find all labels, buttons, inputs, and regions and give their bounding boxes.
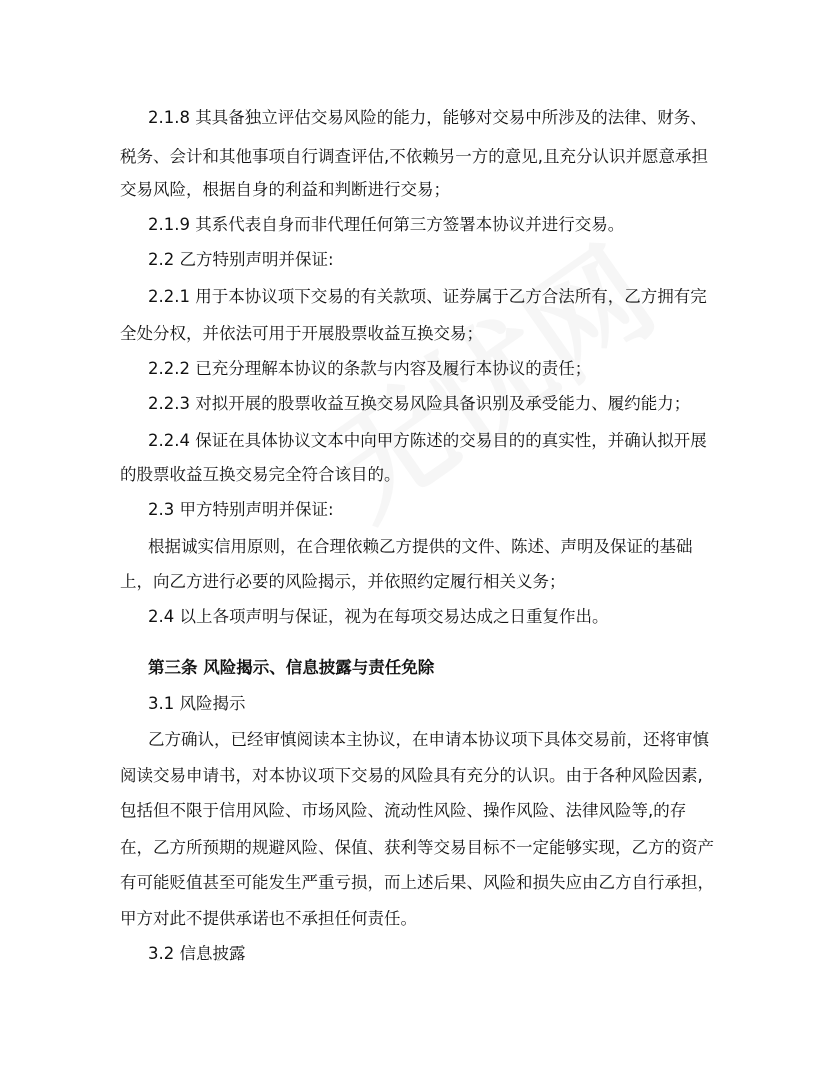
clause-2-2-2: 2.2.2 已充分理解本协议的条款与内容及履行本协议的责任； bbox=[148, 359, 592, 378]
clause-2-3-body-line-1: 根据诚实信用原则，在合理依赖乙方提供的文件、陈述、声明及保证的基础 bbox=[148, 537, 693, 556]
clause-3-1-body-line-2: 阅读交易申请书，对本协议项下交易的风险具有充分的认识。由于各种风险因素, bbox=[120, 766, 703, 785]
clause-3-1-heading: 3.1 风险揭示 bbox=[148, 694, 246, 713]
article-3-heading: 第三条 风险揭示、信息披露与责任免除 bbox=[148, 658, 435, 677]
clause-2-4: 2.4 以上各项声明与保证，视为在每项交易达成之日重复作出。 bbox=[148, 607, 609, 626]
clause-2-2-heading: 2.2 乙方特别声明并保证: bbox=[148, 250, 334, 269]
clause-2-2-4-line-2: 的股票收益互换交易完全符合该目的。 bbox=[120, 465, 401, 484]
clause-2-1-8-line-1: 2.1.8 其具备独立评估交易风险的能力，能够对交易中所涉及的法律、财务、 bbox=[148, 108, 707, 127]
clause-2-2-3: 2.2.3 对拟开展的股票收益互换交易风险具备识别及承受能力、履约能力； bbox=[148, 394, 691, 413]
clause-3-1-body-line-5: 有可能贬值甚至可能发生严重亏损，而上述后果、风险和损失应由乙方自行承担， bbox=[120, 873, 714, 892]
clause-2-3-heading: 2.3 甲方特别声明并保证: bbox=[148, 500, 334, 519]
clause-3-2-heading: 3.2 信息披露 bbox=[148, 944, 246, 963]
clause-2-1-9: 2.1.9 其系代表自身而非代理任何第三方签署本协议并进行交易。 bbox=[148, 215, 625, 234]
clause-2-2-4-line-1: 2.2.4 保证在具体协议文本中向甲方陈述的交易目的的真实性，并确认拟开展 bbox=[148, 431, 707, 450]
clause-3-1-body-line-3: 包括但不限于信用风险、市场风险、流动性风险、操作风险、法律风险等,的存 bbox=[120, 801, 687, 820]
clause-3-1-body-line-1: 乙方确认，已经审慎阅读本主协议，在申请本协议项下具体交易前，还将审慎 bbox=[148, 730, 709, 749]
clause-2-1-8-line-3: 交易风险，根据自身的利益和判断进行交易； bbox=[120, 180, 450, 199]
clause-3-1-body-line-6: 甲方对此不提供承诺也不承担任何责任。 bbox=[120, 909, 417, 928]
clause-2-2-1-line-2: 全处分权，并依法可用于开展股票收益互换交易； bbox=[120, 324, 483, 343]
clause-2-2-1-line-1: 2.2.1 用于本协议项下交易的有关款项、证券属于乙方合法所有，乙方拥有完 bbox=[148, 287, 707, 306]
clause-2-3-body-line-2: 上，向乙方进行必要的风险揭示，并依照约定履行相关义务； bbox=[120, 572, 566, 591]
clause-2-1-8-line-2: 税务、会计和其他事项自行调查评估,不依赖另一方的意见,且充分认识并愿意承担 bbox=[120, 147, 708, 166]
clause-3-1-body-line-4: 在，乙方所预期的规避风险、保值、获利等交易目标不一定能够实现，乙方的资产 bbox=[120, 838, 714, 857]
